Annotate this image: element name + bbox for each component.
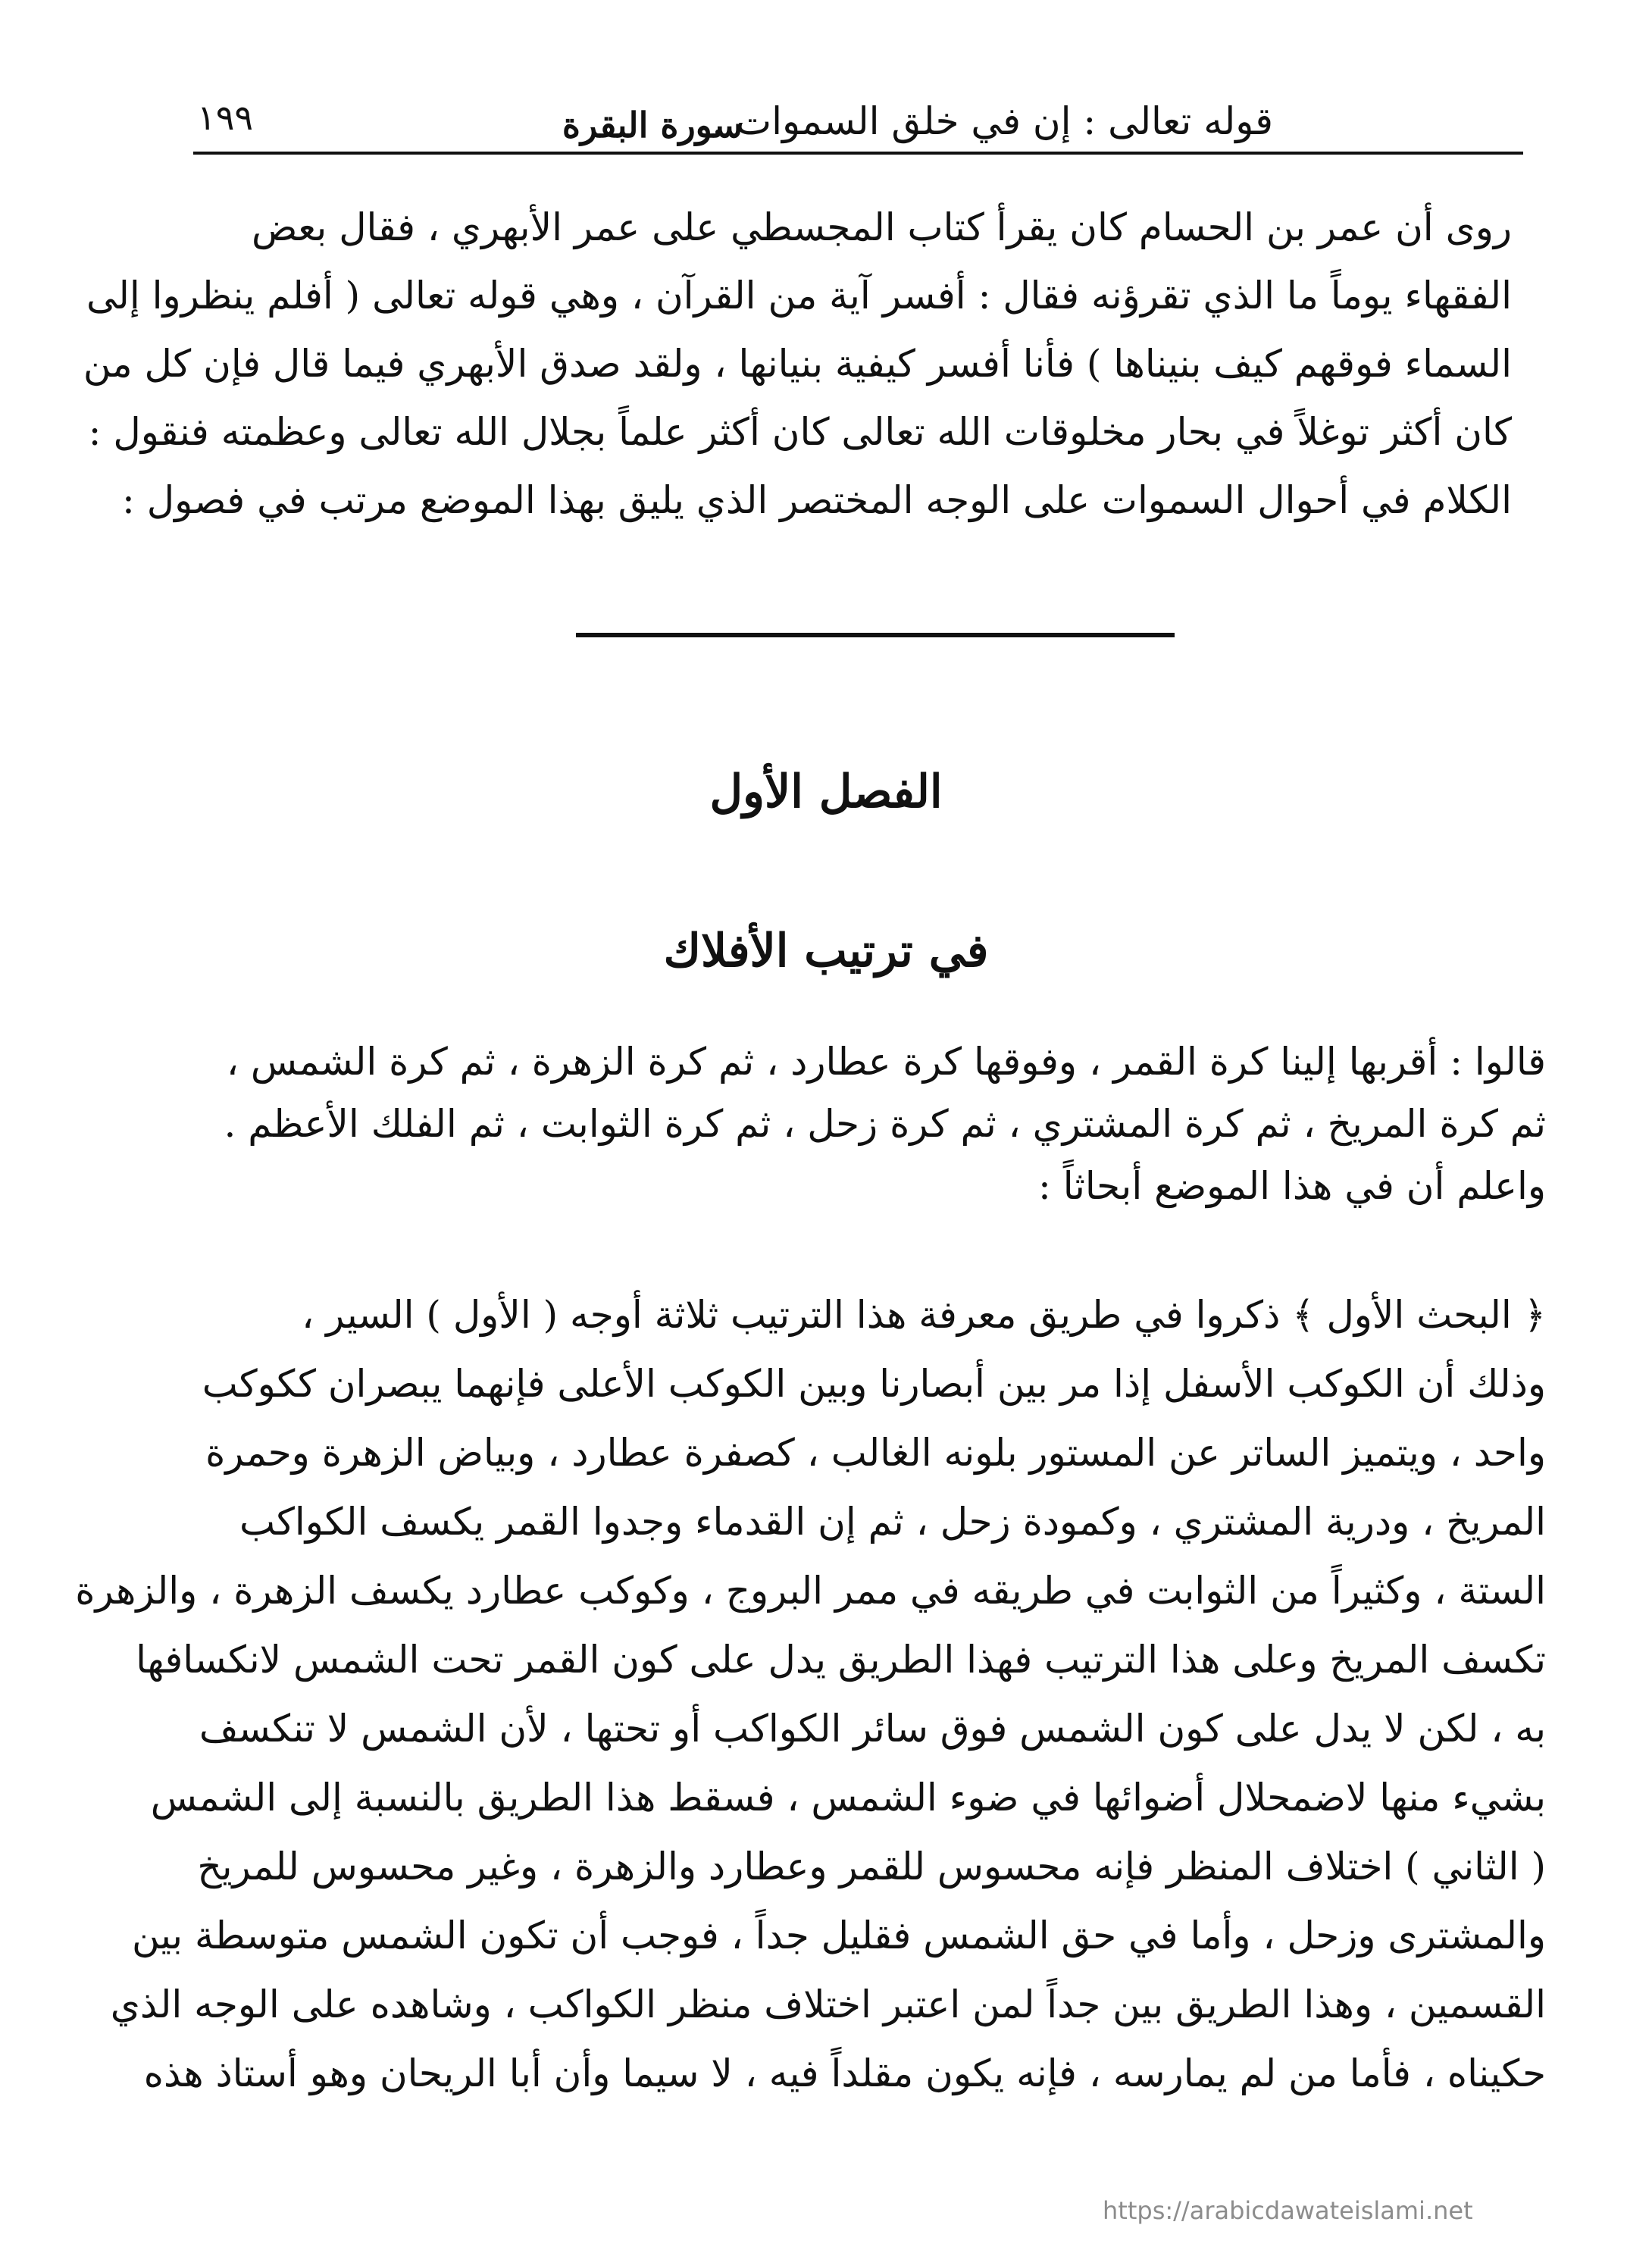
text-line: واعلم أن في هذا الموضع أبحاثاً : [1038,1164,1546,1208]
text-line: السماء فوقهم كيف بنيناها ) فأنا أفسر كيفية بنيانها ، ولقد صدق الأبهري فيما قال فإن كل من [83,342,1512,386]
chapter-title: الفصل الأول [709,765,943,818]
text-line: المريخ ، ودرية المشتري ، وكمودة زحل ، ثم إن القدماء وجدوا القمر يكسف الكواكب [239,1500,1546,1544]
chapter-subtitle: في ترتيب الأفلاك [663,925,989,978]
text-line: تكسف المريخ وعلى هذا الترتيب فهذا الطريق يدل على كون القمر تحت الشمس لانكسافها [136,1638,1546,1682]
text-line: ( الثاني ) اختلاف المنظر فإنه محسوس للقمر وعطارد والزهرة ، وغير محسوس للمريخ [197,1845,1546,1889]
page-number: ١٩٩ [197,97,254,138]
text-line: الستة ، وكثيراً من الثوابت في طريقه في ممر البروج ، وكوكب عطارد يكسف الزهرة ، والزهرة [75,1569,1546,1613]
text-line: ثم كرة المريخ ، ثم كرة المشتري ، ثم كرة زحل ، ثم كرة الثوابت ، ثم الفلك الأعظم . [224,1102,1546,1146]
text-line: قالوا : أقربها إلينا كرة القمر ، وفوقها كرة عطارد ، ثم كرة الزهرة ، ثم كرة الشمس ، [226,1040,1546,1084]
first-research-paragraph [75,1281,1546,2108]
surah-name: سورة البقرة [562,105,743,146]
text-line: واحد ، ويتميز الساتر عن المستور بلونه الغالب ، كصفرة عطارد ، وبياض الزهرة وحمرة [205,1431,1546,1475]
text-line: والمشترى وزحل ، وأما في حق الشمس فقليل جداً ، فوجب أن تكون الشمس متوسطة بين [132,1914,1546,1957]
text-line: ﴿ البحث الأول ﴾ ذكروا في طريق معرفة هذا الترتيب ثلاثة أوجه ( الأول ) السير ، [302,1293,1546,1337]
ordering-paragraph [174,1031,1546,1217]
source-watermark: https://arabicdawateislami.net [1103,2196,1473,2225]
header-rule [193,152,1523,155]
text-line: القسمين ، وهذا الطريق بين جداً لمن اعتبر اختلاف منظر الكواكب ، وشاهده على الوجه الذي [110,1982,1546,2026]
section-divider [576,633,1175,637]
intro-paragraph [83,193,1512,534]
text-line: حكيناه ، فأما من لم يمارسه ، فإنه يكون مقلداً فيه ، لا سيما وأن أبا الريحان وهو أستاذ هذه [143,2051,1546,2095]
text-line: الكلام في أحوال السموات على الوجه المختصر الذي يليق بهذا الموضع مرتب في فصول : [122,478,1512,522]
text-line: وذلك أن الكوكب الأسفل إذا مر بين أبصارنا وبين الكوكب الأعلى فإنهما يبصران ككوكب [202,1362,1546,1406]
page-header [189,91,1523,152]
text-line: بشيء منها لاضمحلال أضوائها في ضوء الشمس ، فسقط هذا الطريق بالنسبة إلى الشمس [150,1776,1546,1820]
running-title: قوله تعالى : إن في خلق السموات . [712,99,1273,143]
text-line: به ، لكن لا يدل على كون الشمس فوق سائر الكواكب أو تحتها ، لأن الشمس لا تنكسف [199,1707,1546,1751]
text-line: الفقهاء يوماً ما الذي تقرؤنه فقال : أفسر آية من القرآن ، وهي قوله تعالى ( أفلم ينظروا إلى [86,274,1512,318]
text-line: كان أكثر توغلاً في بحار مخلوقات الله تعالى كان أكثر علماً بجلال الله تعالى وعظمته فنقول : [88,410,1512,454]
text-line: روى أن عمر بن الحسام كان يقرأ كتاب المجسطي على عمر الأبهري ، فقال بعض [252,205,1512,249]
